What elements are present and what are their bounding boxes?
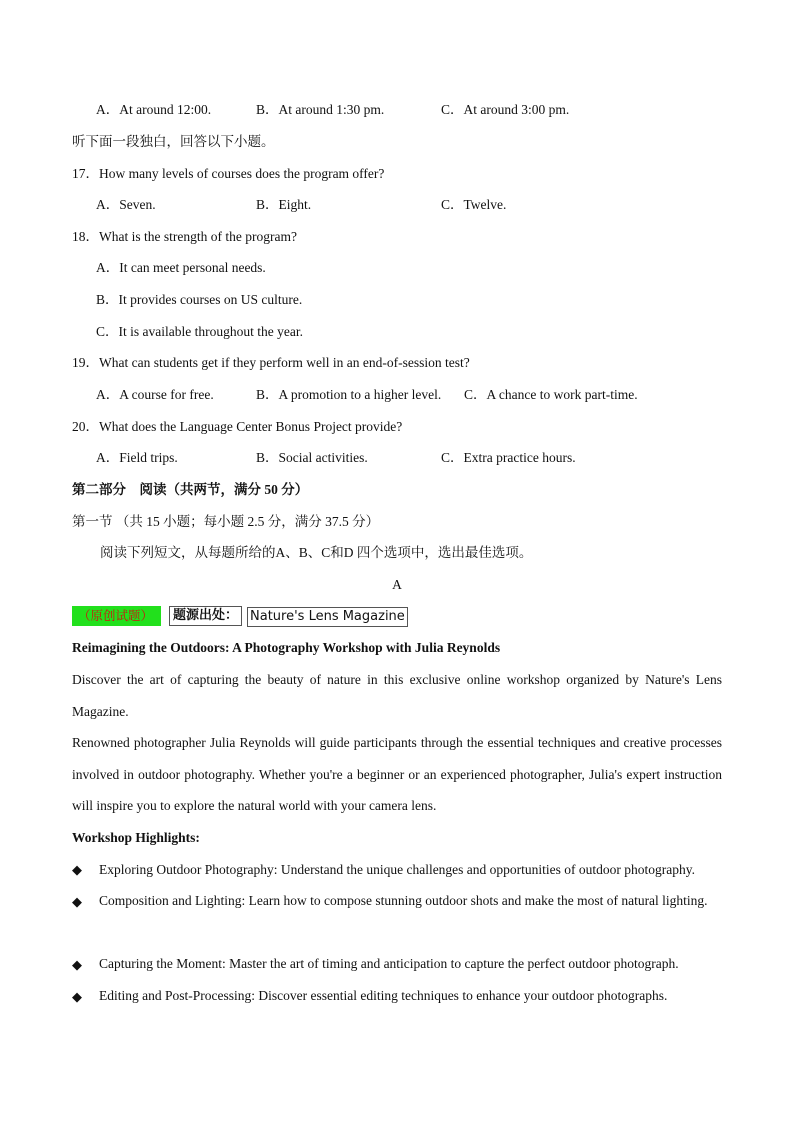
highlight-item: Capturing the Moment: Master the art of timing and anticipation to capture the perfect outdoor photograph.	[99, 956, 679, 971]
source-label: 题源出处：	[169, 606, 242, 626]
q20-stem: 20．What does the Language Center Bonus Project provide?	[72, 419, 403, 434]
monologue-instruction: 听下面一段独白，回答以下小题。	[72, 134, 275, 149]
bullet-diamond-icon: ◆	[72, 989, 82, 1004]
reading-instruction: 阅读下列短文，从每题所给的A、B、C和D 四个选项中，选出最佳选项。	[100, 545, 533, 560]
highlight-item: Composition and Lighting: Learn how to compose stunning outdoor shots and make the most of natural lighting.	[99, 893, 708, 908]
q19-option-a: A．A course for free.	[96, 387, 214, 402]
q17-stem: 17．How many levels of courses does the program offer?	[72, 166, 385, 181]
bullet-diamond-icon: ◆	[72, 862, 82, 877]
q17-option-b: B．Eight.	[256, 197, 312, 212]
q20-option-b: B．Social activities.	[256, 450, 368, 465]
q18-option-a: A．It can meet personal needs.	[96, 260, 266, 275]
q20-option-c: C．Extra practice hours.	[441, 450, 576, 465]
part2-heading: 第二部分 阅读（共两节，满分 50 分）	[72, 482, 309, 497]
q19-stem: 19．What can students get if they perform well in an end-of-session test?	[72, 355, 470, 370]
q20-option-a: A．Field trips.	[96, 450, 178, 465]
highlight-item: Exploring Outdoor Photography: Understand the unique challenges and opportunities of outdoor photography.	[99, 862, 696, 877]
q19-option-c: C．A chance to work part-time.	[464, 387, 638, 402]
bullet-diamond-icon: ◆	[72, 894, 82, 909]
source-name: Nature's Lens Magazine	[247, 607, 408, 627]
q18-option-c: C．It is available throughout the year.	[96, 324, 303, 339]
q16-option-b: B．At around 1:30 pm.	[256, 102, 385, 117]
passage-title: Reimagining the Outdoors: A Photography Workshop with Julia Reynolds	[72, 640, 501, 655]
passage-paragraph-1: Discover the art of capturing the beauty of nature in this exclusive online workshop organized by Nature's Lens Magazine.	[72, 672, 722, 719]
q16-option-a: A．At around 12:00.	[96, 102, 212, 117]
highlights-heading: Workshop Highlights:	[72, 830, 200, 845]
q17-option-c: C．Twelve.	[441, 197, 507, 212]
q18-stem: 18．What is the strength of the program?	[72, 229, 297, 244]
passage-paragraph-2: Renowned photographer Julia Reynolds will guide participants through the essential techniques and creative processes involved in outdoor photography. Whether you're a beginner or an experienced photographer, Julia's expert instruction will inspire you to explore the natural world with your camera lens.	[72, 735, 722, 813]
highlight-item: Editing and Post-Processing: Discover essential editing techniques to enhance your outdoor photographs.	[99, 988, 668, 1003]
section1-heading: 第一节 （共 15 小题；每小题 2.5 分，满分 37.5 分）	[72, 514, 380, 529]
q19-option-b: B．A promotion to a higher level.	[256, 387, 442, 402]
original-question-tag: （原创试题）	[72, 606, 161, 626]
q16-option-c: C．At around 3:00 pm.	[441, 102, 570, 117]
q17-option-a: A．Seven.	[96, 197, 156, 212]
bullet-diamond-icon: ◆	[72, 957, 82, 972]
passage-letter: A	[392, 577, 402, 592]
q18-option-b: B．It provides courses on US culture.	[96, 292, 303, 307]
